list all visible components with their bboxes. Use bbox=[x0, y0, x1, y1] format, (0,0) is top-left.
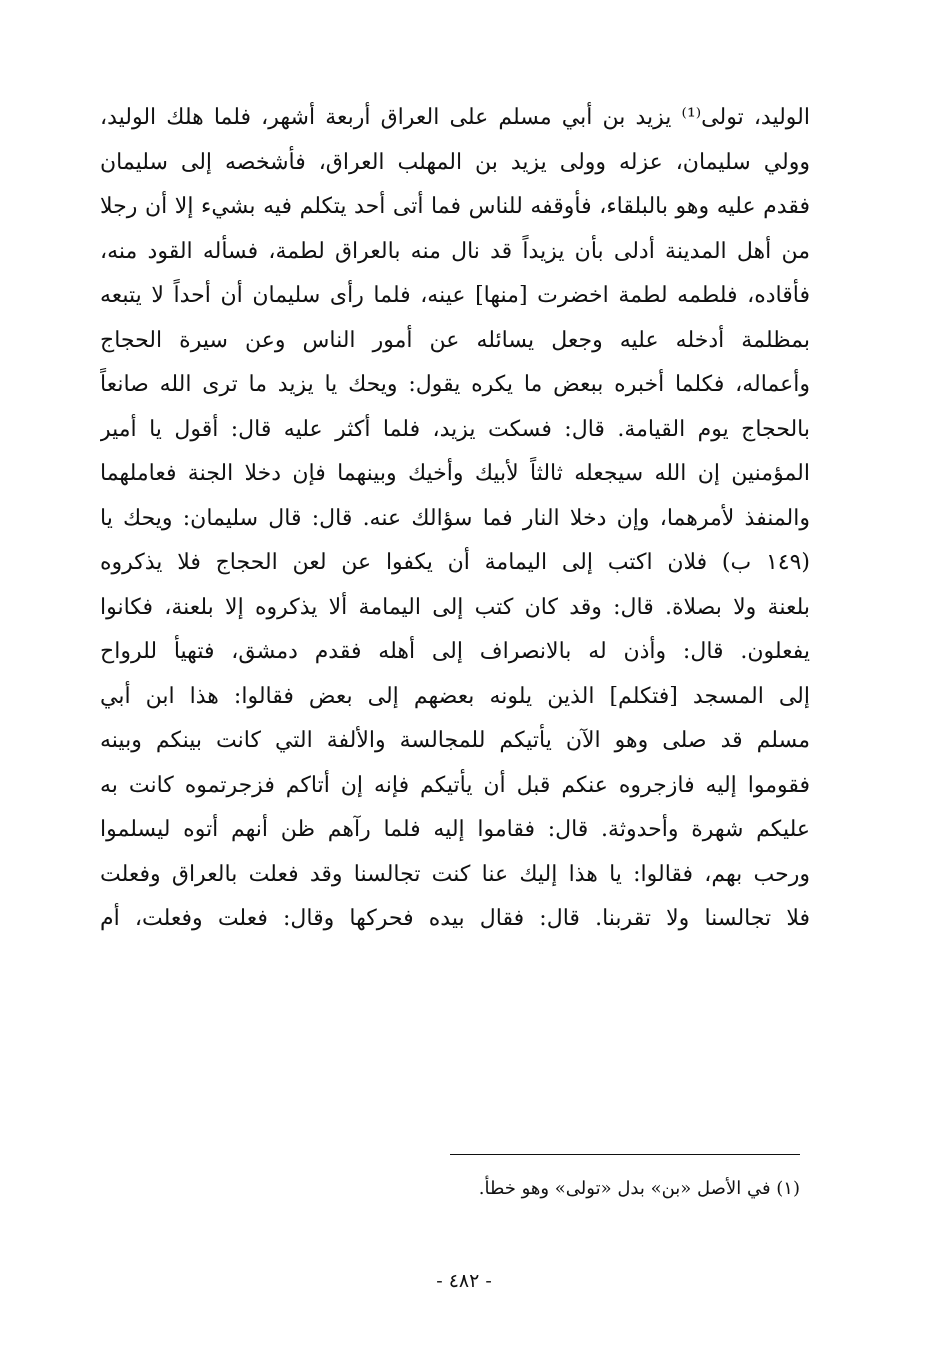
text-line: عليكم شهرة وأحدوثة. قال: فقاموا إليه فلما رآهم ظن أنهم أتوه ليسلموا bbox=[100, 817, 810, 842]
text-line: إلى المسجد [فتكلم] الذين يلونه بعضهم إلى بعض فقالوا: هذا ابن أبي bbox=[100, 683, 810, 709]
text-line: فقدم عليه وهو بالبلقاء، فأوقفه للناس فما أتى أحد يتكلم فيه بشيء إلا أن رجلا bbox=[100, 194, 810, 219]
page-number: - ٤٨٢ - bbox=[436, 1270, 492, 1292]
text-line: والمنفذ لأمرهما، وإن دخلا النار فما سؤالك عنه. قال: قال سليمان: ويحك يا bbox=[100, 505, 810, 531]
text-line: بمظلمة أدخله عليه وجعل يسائله عن أمور الناس وعن سيرة الحجاج bbox=[100, 327, 810, 353]
text-line: فأقاده، فلطمه لطمة اخضرت [منها] عينه، فلما رأى سليمان أن أحداً لا يتبعه bbox=[100, 283, 810, 308]
text-line: المؤمنين إن الله سيجعله ثالثاً لأبيك وأخيك وبينهما فإن دخلا الجنة فعاملهما bbox=[100, 461, 810, 486]
text-line: بلعنة ولا بصلاة. قال: وقد كان كتب إلى اليمامة ألا يذكروه إلا بلعنة، فكانوا bbox=[100, 594, 810, 620]
text-line: من أهل المدينة أدلى بأن يزيداً قد نال منه بالعراق لطمة، فسأله القود منه، bbox=[100, 238, 810, 264]
footnote: (١) في الأصل «بن» بدل «تولى» وهو خطأ. bbox=[478, 1178, 800, 1199]
text-line: فلا تجالسنا ولا تقربنا. قال: فقال بيده فحركها وقال: فعلت وفعلت، أم bbox=[100, 906, 810, 931]
text-line: (١٤٩ ب) فلان اكتب إلى اليمامة أن يكفوا عن لعن الحجاج فلا يذكروه bbox=[100, 550, 810, 575]
text-line: مسلم قد صلى وهو الآن يأتيكم للمجالسة والألفة التي كانت بينكم وبينه bbox=[100, 728, 810, 753]
text-line: وأعماله، فكلما أخبره ببعض ما يكره يقول: ويحك يا يزيد ما ترى الله صانعاً bbox=[100, 372, 810, 397]
text-line: وولي سليمان، عزله وولى يزيد بن المهلب العراق، فأشخصه إلى سليمان bbox=[100, 149, 810, 175]
text-line: ورحب بهم، فقالوا: يا هذا إليك عنا كنت تجالسنا وقد فعلت بالعراق وفعلت bbox=[100, 861, 810, 887]
main-text bbox=[100, 96, 810, 942]
text-line: بالحجاج يوم القيامة. قال: فسكت يزيد، فلما أكثر عليه قال: أقول يا أمير bbox=[100, 416, 810, 442]
text-line: الوليد، تولى⁽¹⁾ يزيد بن أبي مسلم على العراق أربعة أشهر، فلما هلك الوليد، bbox=[100, 105, 810, 130]
footnote-divider bbox=[450, 1154, 800, 1155]
text-line: فقوموا إليه فازجروه عنكم قبل أن يأتيكم فإنه إن أتاكم فزجرتموه كانت به bbox=[100, 772, 810, 798]
text-line: يفعلون. قال: وأذن له بالانصراف إلى أهله فقدم دمشق، فتهيأ للرواح bbox=[100, 639, 810, 664]
